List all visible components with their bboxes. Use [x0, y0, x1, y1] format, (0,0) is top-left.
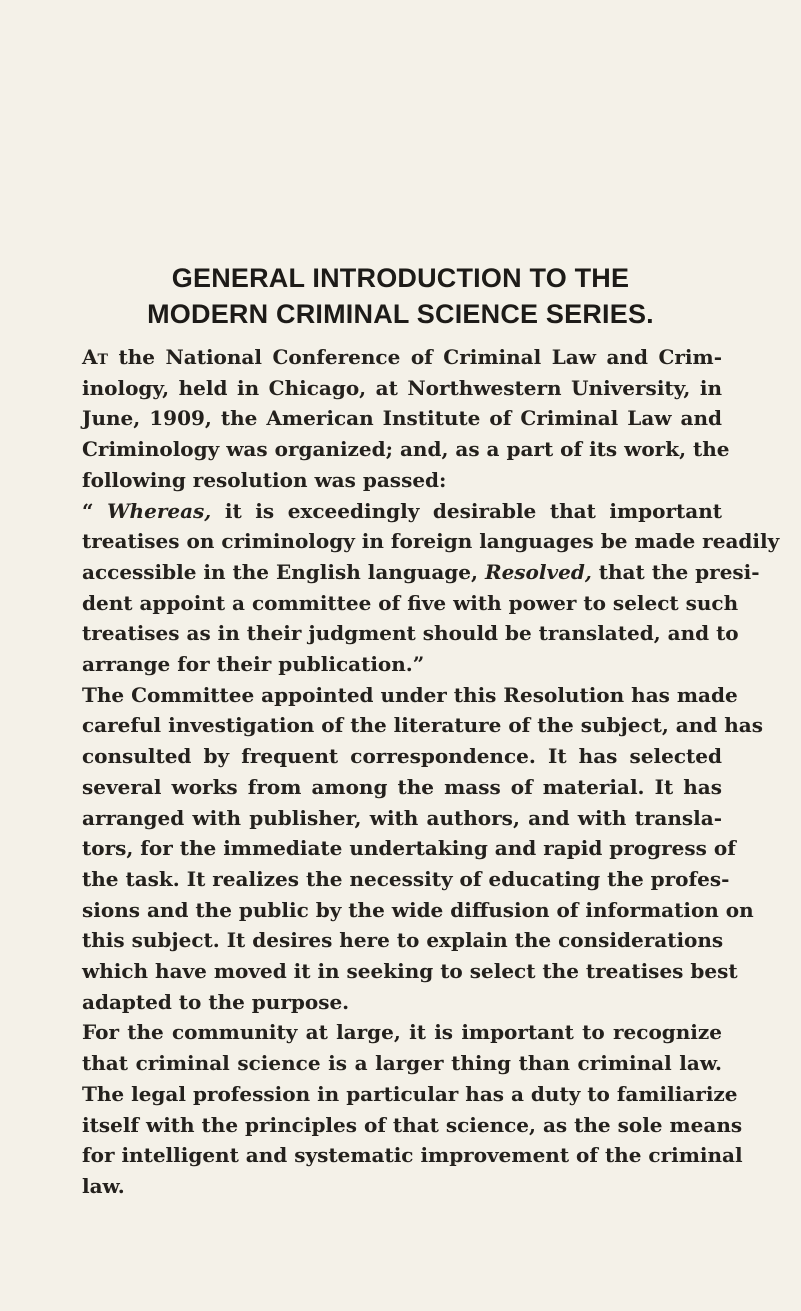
text-line: for intelligent and systematic improvement of the criminal [82, 1143, 743, 1168]
text-line: For the community at large, it is important to recognize [82, 1020, 722, 1045]
text-line: dent appoint a committee of five with power to select such [82, 590, 739, 615]
text-line [82, 557, 760, 588]
text-line: June, 1909, the American Institute of Criminal Law and [82, 406, 722, 431]
title-line-1: GENERAL INTRODUCTION TO THE [171, 263, 630, 293]
open-quote: “ [82, 498, 108, 523]
line-text: accessible in the English language, [82, 559, 485, 584]
text-line: the task. It realizes the necessity of educating the profes- [82, 866, 730, 891]
text-line: adapted to the purpose. [82, 989, 350, 1014]
line-text: that the presi- [591, 559, 760, 584]
text-line: this subject. It desires here to explain the considerations [82, 928, 724, 953]
body-text [82, 342, 780, 1202]
paragraph-1 [82, 342, 730, 496]
text-line [82, 342, 722, 373]
text-line: itself with the principles of that science, as the sole means [82, 1112, 743, 1137]
text-line: consulted by frequent correspondence. It has selected [82, 744, 722, 769]
text-line: The legal profession in particular has a duty to familiarize [82, 1081, 738, 1106]
text-line: following resolution was passed: [82, 467, 447, 492]
text-line: careful investigation of the literature of the subject, and has [82, 713, 764, 738]
line-text: the National Conference of Criminal Law and Crim- [107, 345, 722, 369]
text-line: tors, for the immediate undertaking and rapid progress of [82, 836, 736, 861]
text-line: law. [82, 1173, 125, 1198]
italic-word: Resolved, [484, 559, 592, 584]
text-line: Criminology was organized; and, as a part of its work, the [82, 437, 730, 462]
text-line: treatises on criminology in foreign languages be made readily [82, 529, 780, 554]
paragraph-4 [82, 1017, 743, 1201]
text-line: that criminal science is a larger thing than criminal law. [82, 1051, 722, 1076]
text-line: inology, held in Chicago, at Northwestern University, in [82, 375, 722, 400]
text-line: treatises as in their judgment should be translated, and to [82, 621, 739, 646]
page-title [60, 260, 741, 332]
text-line: which have moved it in seeking to select the treatises best [82, 959, 738, 984]
paragraph-2 [82, 496, 780, 680]
text-line: several works from among the mass of material. It has [82, 774, 722, 799]
small-caps-word: At [82, 345, 108, 369]
italic-word: Whereas, [107, 498, 212, 523]
text-line: arrange for their publication.” [82, 652, 425, 677]
paragraph-3 [82, 680, 764, 1018]
title-line-2: MODERN CRIMINAL SCIENCE SERIES. [147, 299, 654, 329]
text-line: sions and the public by the wide diffusion of information on [82, 897, 754, 922]
text-line: The Committee appointed under this Resolution has made [82, 682, 738, 707]
text-line [82, 496, 722, 527]
text-line: arranged with publisher, with authors, and with transla- [82, 805, 722, 830]
line-text: it is exceedingly desirable that important [211, 498, 723, 523]
